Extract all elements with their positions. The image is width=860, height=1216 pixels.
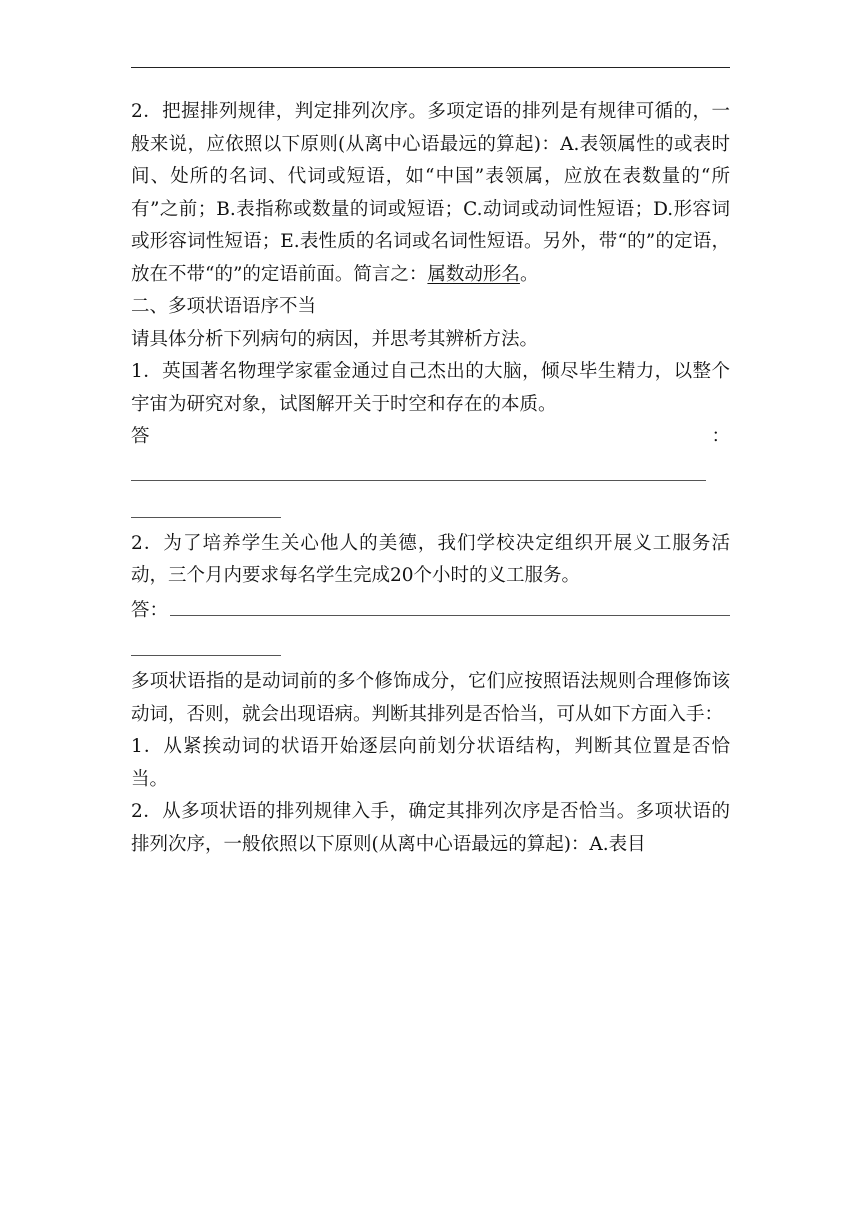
answer-blank-1[interactable] [131,462,706,481]
document-body [131,96,730,861]
answer-row-1 [131,421,730,454]
summary-paragraph: 多项状语指的是动词前的多个修饰成分，它们应按照语法规则合理修饰该动词，否则，就会出现语病。判断其排列是否恰当，可从如下方面入手： [131,671,730,725]
instruction-text: 请具体分析下列病句的病因，并思考其辨析方法。 [131,328,539,350]
question-1: 1．英国著名物理学家霍金通过自己杰出的大脑，倾尽毕生精力，以整个宇宙为研究对象，试图解开关于时空和存在的本质。 [131,361,730,415]
paragraph-text: 2．把握排列规律，判定排列次序。多项定语的排列是有规律可循的，一般来说，应依照以下原则(从离中心语最远的算起)：A.表领属性的或表时间、处所的名词、代词或短语，如“中国”表领属，应放在表数量的“所有”之前；B.表指称或数量的词或短语；C.动词或动词性短语；D.形容词或形容词性短语；E.表性质的名词或名词性短语。另外，带“的”的定语，放在不带“的”的定语前面。简言之： [131,101,730,285]
answer-row-2 [131,593,730,626]
paragraph-end: 。 [519,263,539,285]
answer-colon-1: ： [711,426,730,447]
underlined-mnemonic: 属数动形名 [427,263,520,285]
answer-blank-1-continued[interactable] [131,499,281,518]
header-rule [131,67,730,68]
section-heading: 二、多项状语语序不当 [131,296,317,317]
answer-blank-2[interactable] [170,593,730,616]
answer-blank-2-continued[interactable] [131,637,281,656]
answer-label-2: 答： [131,599,169,621]
question-2: 2．为了培养学生关心他人的美德，我们学校决定组织开展义工服务活动，三个月内要求每名学生完成20个小时的义工服务。 [131,532,730,586]
answer-label-1: 答 [131,426,150,447]
tip-2: 2．从多项状语的排列规律入手，确定其排列次序是否恰当。多项状语的排列次序，一般依照以下原则(从离中心语最远的算起)：A.表目 [131,801,730,855]
paragraph-attribute-order-rule [131,96,730,291]
tip-1: 1．从紧挨动词的状语开始逐层向前划分状语结构，判断其位置是否恰当。 [131,736,730,790]
